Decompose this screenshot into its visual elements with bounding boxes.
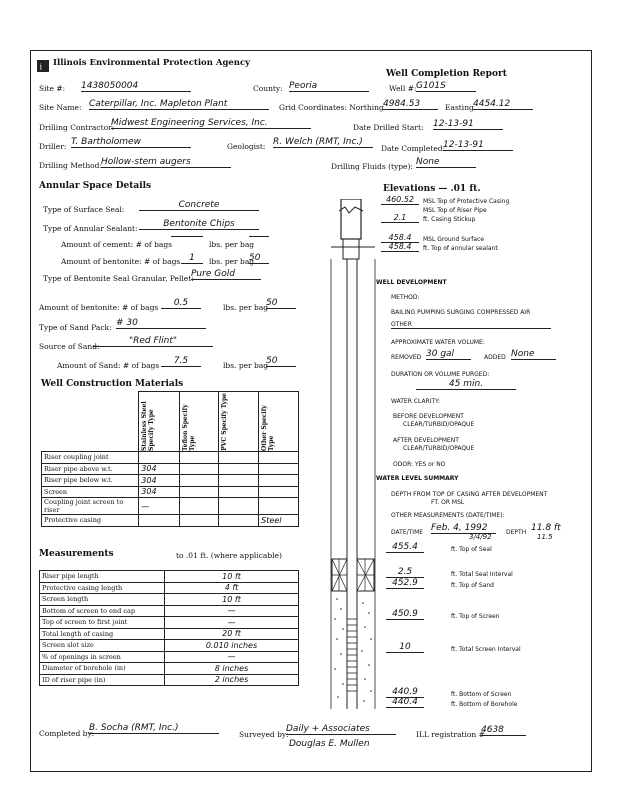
profile-value: 440.4	[386, 697, 424, 708]
wl-depth-label: DEPTH FROM TOP OF CASING AFTER DEVELOPMENT	[391, 491, 548, 498]
table-cell	[139, 452, 179, 464]
bentonite-bags-value: 1	[181, 253, 203, 264]
table-cell	[259, 475, 299, 487]
wl-depth-unit: FT. OR MSL	[431, 499, 465, 506]
table-cell: —	[165, 651, 299, 663]
construction-table	[41, 391, 299, 527]
profile-label: ft. Top of Sand	[451, 582, 494, 589]
measurements-title: Measurements	[39, 549, 114, 559]
table-row	[40, 617, 299, 629]
elevation-label: MSL Ground Surface	[423, 236, 485, 243]
cement-lbs-label: lbs. per bag	[209, 240, 255, 249]
table-row	[42, 463, 299, 475]
dev-after-options: CLEAR/TURBID/OPAQUE	[403, 445, 475, 452]
cement-bags-value	[171, 236, 203, 237]
easting-label: Easting	[445, 103, 474, 112]
table-cell	[219, 498, 259, 515]
row-label: Screen	[42, 486, 139, 498]
wl-depth2-label: DEPTH	[506, 529, 527, 536]
row-label: Screen length	[40, 594, 165, 606]
row-label: Protective casing length	[40, 582, 165, 594]
row-label: Riser coupling joint	[42, 452, 139, 464]
water-level-title: WATER LEVEL SUMMARY	[376, 475, 459, 482]
elevation-value: 458.4	[381, 242, 419, 252]
dev-after-label: AFTER DEVELOPMENT	[393, 437, 459, 444]
wl-date2-value: 3/4/92	[469, 533, 492, 541]
svg-text:i: i	[39, 62, 43, 72]
profile-label: ft. Total Screen Interval	[451, 646, 521, 653]
northing-value: 4984.53	[383, 99, 438, 110]
elevation-label: MSL Top of Protective Casing	[423, 198, 510, 205]
construction-col-header: Other Specify Type	[259, 392, 299, 452]
row-label: Riser pipe below w.t.	[42, 475, 139, 487]
table-cell: 304	[139, 463, 179, 475]
table-cell	[259, 463, 299, 475]
elevation-value: 460.52	[381, 195, 419, 205]
dev-clarity-label: WATER CLARITY:	[391, 398, 441, 405]
development-title: WELL DEVELOPMENT	[376, 279, 447, 286]
county-label: County:	[253, 84, 283, 93]
completed-label: Completed by:	[39, 729, 95, 738]
row-label: Bottom of screen to end cap	[40, 605, 165, 617]
date-started-label: Date Drilled Start:	[353, 123, 424, 132]
well-value: G101S	[416, 81, 476, 92]
sand-source-value: "Red Flint"	[93, 336, 213, 347]
table-cell: 4 ft	[165, 582, 299, 594]
bentonite2-lbs-value: 50	[266, 298, 296, 309]
row-label: Riser pipe above w.t.	[42, 463, 139, 475]
driller-value: T. Bartholomew	[71, 137, 191, 148]
surveyed-label: Surveyed by:	[239, 730, 289, 739]
dev-odor-label: ODOR: YES or NO	[393, 461, 446, 468]
table-row	[42, 498, 299, 515]
surveyed-name: Douglas E. Mullen	[289, 739, 370, 749]
bentonite-seal-label: Type of Bentonite Seal Granular, Pellet:	[43, 274, 194, 283]
table-row	[40, 663, 299, 675]
county-value: Peoria	[289, 81, 369, 92]
table-cell: —	[165, 617, 299, 629]
table-cell	[179, 486, 219, 498]
surveyed-value: Daily + Associates	[286, 724, 396, 735]
date-completed-value: 12-13-91	[443, 140, 513, 151]
elevation-label: ft. Top of annular sealant	[423, 245, 498, 252]
geologist-label: Geologist:	[227, 142, 266, 151]
elevations-title: Elevations — .01 ft.	[383, 184, 481, 194]
bentonite-label: Amount of bentonite: # of bags	[61, 257, 181, 266]
completed-value: B. Socha (RMT, Inc.)	[89, 723, 219, 734]
construction-col-header: PVC Specify Type	[219, 392, 259, 452]
sand-amount-label: Amount of Sand: # of bags	[57, 361, 160, 370]
row-label: ID of riser pipe (in)	[40, 674, 165, 686]
well-diagram	[329, 199, 379, 709]
agency-logo	[37, 57, 49, 76]
wl-other-label: OTHER MEASUREMENTS (DATE/TIME):	[391, 512, 505, 519]
measurements-table	[39, 570, 299, 686]
agency-name: Illinois Environmental Protection Agency	[53, 58, 251, 68]
site-name-label: Site Name:	[39, 103, 82, 112]
dev-duration-label: DURATION OR VOLUME PURGED:	[391, 371, 490, 378]
registration-label: ILL registration #	[416, 730, 485, 739]
dev-removed-value: 30 gal	[426, 349, 471, 360]
sand-lbs-label: lbs. per bag	[223, 361, 269, 370]
annular-sealant-label: Type of Annular Sealant:	[43, 224, 138, 233]
wl-datetime-label: DATE/TIME	[391, 529, 424, 536]
table-cell: 10 ft	[165, 571, 299, 583]
table-cell	[219, 486, 259, 498]
row-label: Coupling joint screen to riser	[42, 498, 139, 515]
wl-date-value: Feb. 4, 1992	[431, 523, 496, 534]
table-row	[40, 674, 299, 686]
fluids-label: Drilling Fluids (type):	[331, 162, 413, 171]
table-cell	[219, 515, 259, 527]
site-name-value: Caterpillar, Inc. Mapleton Plant	[89, 99, 269, 110]
bentonite-seal-value: Pure Gold	[191, 269, 261, 280]
table-cell	[219, 452, 259, 464]
site-label: Site #:	[39, 84, 66, 93]
profile-label: ft. Top of Seal	[451, 546, 492, 553]
well-label: Well #:	[389, 84, 417, 93]
table-row	[40, 571, 299, 583]
row-label: Total length of casing	[40, 628, 165, 640]
dev-volume-label: APPROXIMATE WATER VOLUME:	[391, 339, 485, 346]
row-label: Diameter of borehole (in)	[40, 663, 165, 675]
table-cell	[139, 515, 179, 527]
contractor-value: Midwest Engineering Services, Inc.	[111, 118, 311, 129]
dev-duration-value: 45 min.	[416, 379, 516, 390]
table-cell	[179, 475, 219, 487]
table-cell: 8 inches	[165, 663, 299, 675]
dev-removed-label: REMOVED	[391, 354, 422, 361]
table-row	[40, 582, 299, 594]
registration-value: 4638	[481, 725, 526, 736]
table-cell	[179, 463, 219, 475]
construction-corner-cell	[42, 392, 139, 452]
elevation-value: 458.4	[381, 233, 419, 243]
surface-seal-label: Type of Surface Seal:	[43, 205, 125, 214]
table-cell: 0.010 inches	[165, 640, 299, 652]
method-value: Hollow-stem augers	[101, 157, 231, 168]
profile-value: 440.9	[386, 687, 424, 698]
dev-method-label: METHOD:	[391, 294, 420, 301]
elevation-label: MSL Top of Riser Pipe	[423, 207, 487, 214]
profile-value: 10	[386, 642, 424, 653]
report-title: Well Completion Report	[386, 69, 507, 79]
profile-label: ft. Total Seal Interval	[451, 571, 513, 578]
profile-value: 2.5	[386, 567, 424, 578]
table-cell: 304	[139, 475, 179, 487]
site-number-value: 1438050004	[81, 81, 191, 92]
table-cell	[179, 515, 219, 527]
measurements-note: to .01 ft. (where applicable)	[176, 551, 282, 560]
dev-added-value: None	[511, 349, 556, 360]
wl-depth-value: 11.8 ft	[531, 523, 561, 533]
dev-before-label: BEFORE DEVELOPMENT	[393, 413, 464, 420]
row-label: Top of screen to first joint	[40, 617, 165, 629]
construction-col-header: Teflon Specify Type	[179, 392, 219, 452]
construction-col-header: Stainless Steel Specify Type	[139, 392, 179, 452]
bentonite2-label: Amount of bentonite: # of bags	[39, 303, 159, 312]
easting-value: 4454.12	[473, 99, 533, 110]
bentonite2-bags-value: 0.5	[161, 298, 201, 309]
wl-depth2-value: 11.5	[537, 533, 553, 541]
geologist-value: R. Welch (RMT, Inc.)	[273, 137, 373, 148]
sand-source-label: Source of Sand:	[39, 342, 100, 351]
table-row	[40, 628, 299, 640]
elevation-label: ft. Casing Stickup	[423, 216, 476, 223]
row-label: Riser pipe length	[40, 571, 165, 583]
profile-label: ft. Top of Screen	[451, 613, 500, 620]
sand-pack-value: # 30	[116, 318, 206, 329]
table-cell: 10 ft	[165, 594, 299, 606]
table-row	[40, 640, 299, 652]
profile-value: 455.4	[386, 542, 424, 553]
dev-other-label: OTHER	[391, 321, 551, 329]
row-label: % of openings in screen	[40, 651, 165, 663]
table-cell: —	[165, 605, 299, 617]
table-row	[42, 475, 299, 487]
row-label: Screen slot size	[40, 640, 165, 652]
table-cell	[259, 486, 299, 498]
table-row	[42, 452, 299, 464]
surface-seal-value: Concrete	[139, 200, 259, 211]
elevation-value	[381, 204, 419, 205]
profile-value: 450.9	[386, 609, 424, 620]
dev-before-options: CLEAR/TURBID/OPAQUE	[403, 421, 475, 428]
bentonite-lbs-value: 50	[249, 253, 269, 264]
table-row	[40, 594, 299, 606]
table-cell	[219, 475, 259, 487]
table-cell	[259, 452, 299, 464]
bentonite2-lbs-label: lbs. per bag	[223, 303, 269, 312]
table-cell	[179, 498, 219, 515]
elevation-value: 2.1	[381, 213, 419, 223]
date-started-value: 12-13-91	[433, 119, 503, 130]
date-completed-label: Date Completed:	[381, 144, 446, 153]
sand-lbs-value: 50	[266, 356, 296, 367]
fluids-value: None	[416, 157, 476, 168]
table-cell: Steel	[259, 515, 299, 527]
table-cell: 20 ft	[165, 628, 299, 640]
dev-methods-list: BAILING PUMPING SURGING COMPRESSED AIR	[391, 309, 531, 316]
sand-amount-bags-value: 7.5	[161, 356, 201, 367]
table-row	[40, 651, 299, 663]
table-cell: 2 inches	[165, 674, 299, 686]
table-row	[42, 486, 299, 498]
table-cell	[179, 452, 219, 464]
annular-title: Annular Space Details	[39, 181, 152, 191]
table-cell	[259, 498, 299, 515]
bentonite-lbs-label: lbs. per bag	[209, 257, 255, 266]
table-cell: —	[139, 498, 179, 515]
grid-label: Grid Coordinates: Northing	[279, 103, 384, 112]
driller-label: Driller:	[39, 142, 67, 151]
table-cell	[219, 463, 259, 475]
table-cell: 304	[139, 486, 179, 498]
cement-lbs-value	[249, 236, 269, 237]
cement-label: Amount of cement: # of bags	[61, 240, 172, 249]
profile-label: ft. Bottom of Borehole	[451, 701, 518, 708]
profile-label: ft. Bottom of Screen	[451, 691, 512, 698]
dev-added-label: ADDED	[484, 354, 506, 361]
contractor-label: Drilling Contractor:	[39, 123, 115, 132]
row-label: Protective casing	[42, 515, 139, 527]
form-page	[30, 50, 592, 772]
annular-sealant-value: Bentonite Chips	[139, 219, 259, 230]
profile-value: 452.9	[386, 578, 424, 589]
table-row	[42, 515, 299, 527]
sand-pack-label: Type of Sand Pack:	[39, 323, 112, 332]
method-label: Drilling Method:	[39, 161, 103, 170]
table-row	[40, 605, 299, 617]
construction-title: Well Construction Materials	[41, 379, 184, 389]
